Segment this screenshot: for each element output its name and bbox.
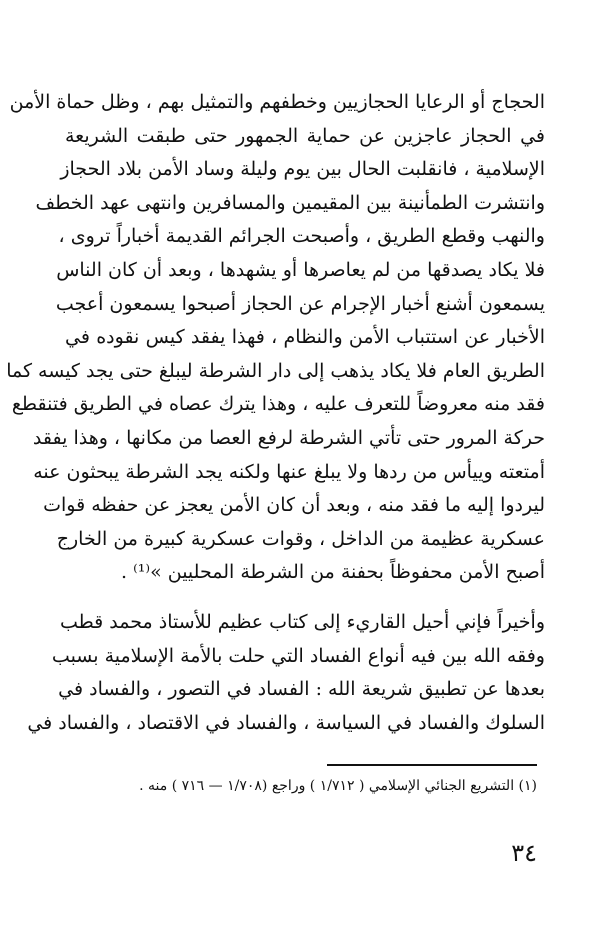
second-paragraph xyxy=(27,606,545,740)
text-line: وأخيراً فإني أحيل القاريء إلى كتاب عظيم للأستاذ محمد قطب xyxy=(59,611,545,633)
text-line: وفقه الله بين فيه أنواع الفساد التي حلت بالأمة الإسلامية بسبب xyxy=(51,644,545,667)
text-line: الأخبار عن استتباب الأمن والنظام ، فهذا يفقد كيس نقوده في xyxy=(65,326,545,349)
text-line: أصبح الأمن محفوظاً بحفنة من الشرطة المحليين »⁽¹⁾ . xyxy=(121,561,545,584)
footnote-divider xyxy=(327,764,537,766)
text-line: عسكرية عظيمة من الداخل ، وقوات عسكرية كبيرة من الخارج xyxy=(56,527,545,550)
text-line: ليردوا إليه ما فقد منه ، وبعد أن كان الأمن يعجز عن حفظه قوات xyxy=(43,494,545,517)
footnote: (١) التشريع الجنائي الإسلامي ( ١/٧١٢ ) وراجع (١/٧٠٨ — ٧١٦ ) منه . xyxy=(139,778,537,794)
text-line: السلوك والفساد في السياسة ، والفساد في الاقتصاد ، والفساد في xyxy=(27,711,545,734)
text-line: فلا يكاد يصدقها من لم يعاصرها أو يشهدها ، وبعد أن كان الناس xyxy=(56,258,545,281)
text-line: فقد منه معروضاً للتعرف عليه ، وهذا يترك عصاه في الطريق فتنقطع xyxy=(11,393,545,416)
text-line: الإسلامية ، فانقلبت الحال بين يوم وليلة وساد الأمن بلاد الحجاز xyxy=(60,158,545,181)
text-line: حركة المرور حتى تأتي الشرطة لرفع العصا من مكانها ، وهذا يفقد xyxy=(32,426,545,449)
text-line: في الحجاز عاجزين عن حماية الجمهور حتى طبقت الشريعة xyxy=(65,124,545,147)
text-line: وانتشرت الطمأنينة بين المقيمين والمسافرين وانتهى عهد الخطف xyxy=(35,191,545,214)
text-line: الحجاج أو الرعايا الحجازيين وخطفهم والتمثيل بهم ، وظل حماة الأمن xyxy=(9,91,545,113)
text-line: الطريق العام فلا يكاد يذهب إلى دار الشرطة ليبلغ حتى يجد كيسه كما xyxy=(6,359,545,382)
main-paragraph xyxy=(6,86,545,590)
page-number: ٣٤ xyxy=(511,839,537,867)
text-line: أمتعته وييأس من ردها ولا يبلغ عنها ولكنه يجد الشرطة يبحثون عنه xyxy=(33,460,545,483)
text-line: بعدها عن تطبيق شريعة الله : الفساد في التصور ، والفساد في xyxy=(58,678,545,701)
text-line: يسمعون أشنع أخبار الإجرام عن الحجاز أصبحوا يسمعون أعجب xyxy=(55,292,545,315)
text-line: والنهب وقطع الطريق ، وأصبحت الجرائم القديمة أخباراً تروى ، xyxy=(58,225,545,248)
